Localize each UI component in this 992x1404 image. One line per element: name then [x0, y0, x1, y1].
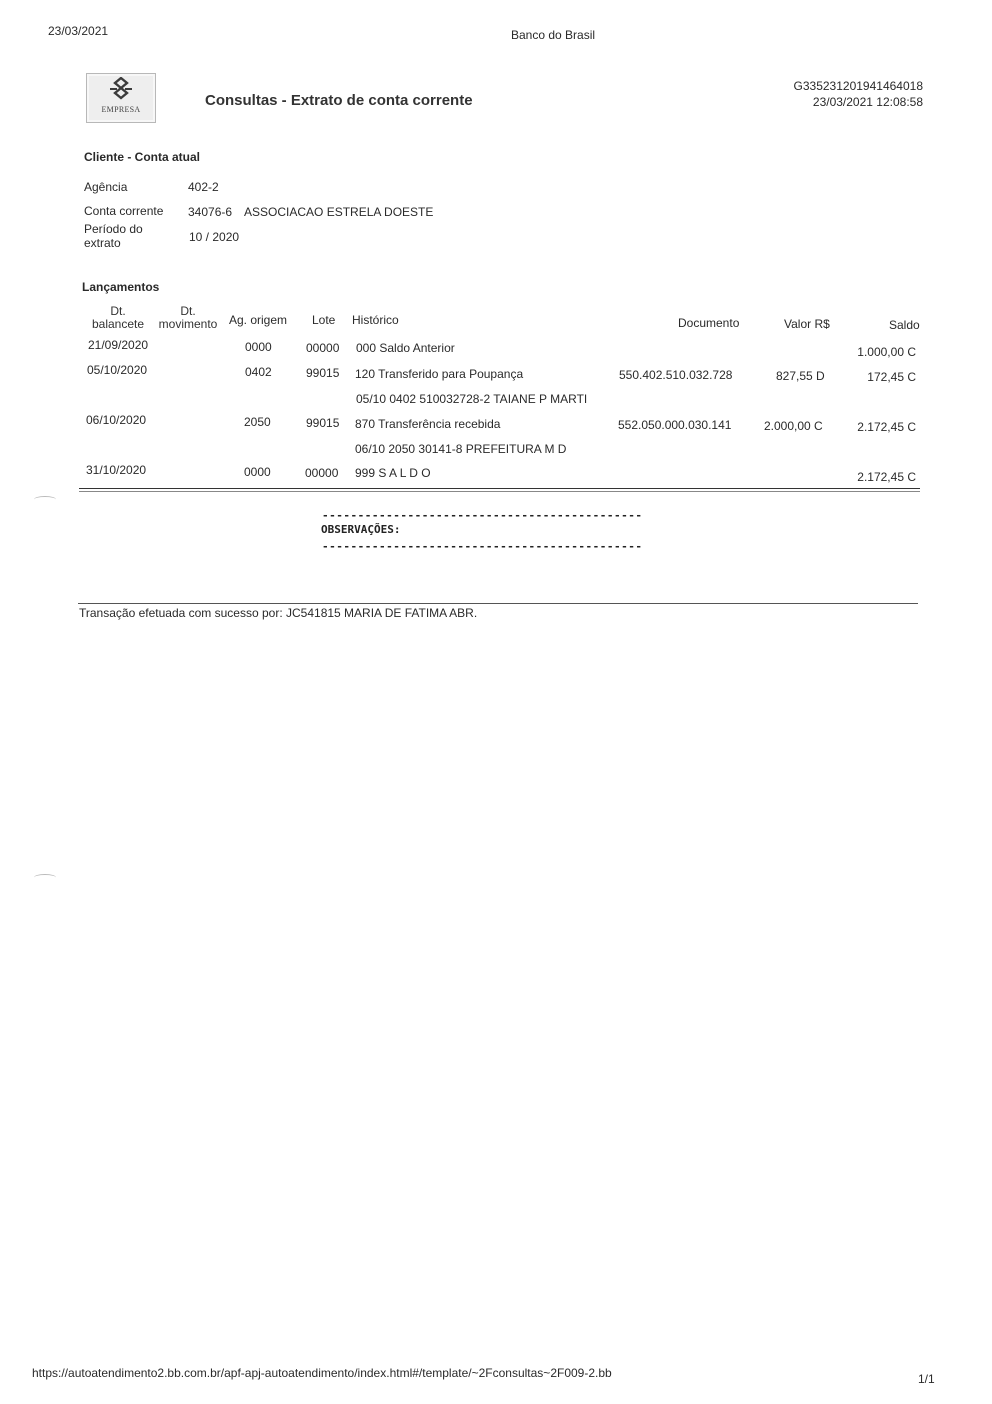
scan-mark	[34, 496, 56, 503]
table-row-2-documento: 552.050.000.030.141	[618, 418, 732, 432]
table-row-1-dt-balancete: 05/10/2020	[87, 363, 148, 377]
observacoes-label: OBSERVAÇÕES:	[321, 523, 401, 536]
col-header-dt-balancete-line2: balancete	[91, 317, 145, 331]
page-url: https://autoatendimento2.bb.com.br/apf-apj-autoatendimento/index.html#/template/~2Fconsultas~2F009-2.bb	[32, 1366, 612, 1380]
table-row-1-saldo: 172,45 C	[867, 370, 916, 384]
table-row-2-lote: 99015	[306, 416, 340, 430]
table-row-3-saldo: 2.172,45 C	[857, 470, 916, 484]
conta-label: Conta corrente	[84, 204, 164, 218]
col-header-saldo: Saldo	[889, 318, 920, 332]
table-row-3-dt-balancete: 31/10/2020	[86, 463, 147, 477]
agencia-label: Agência	[84, 180, 128, 194]
col-header-dt-balancete-line1: Dt.	[110, 304, 126, 318]
table-row-0-dt-balancete: 21/09/2020	[88, 338, 149, 352]
page-title: Consultas - Extrato de conta corrente	[205, 92, 473, 109]
periodo-value: 10 / 2020	[189, 230, 240, 244]
col-header-ag-origem: Ag. origem	[229, 313, 288, 327]
col-header-valor: Valor R$	[784, 317, 830, 331]
transaction-status: Transação efetuada com sucesso por: JC541815 MARIA DE FATIMA ABR.	[79, 606, 478, 620]
agencia-value: 402-2	[188, 180, 219, 194]
periodo-label-line2: extrato	[84, 236, 121, 250]
table-row-0-ag-origem: 0000	[245, 340, 272, 354]
col-header-dt-movimento	[155, 305, 221, 331]
col-header-dt-movimento-line2: movimento	[158, 317, 218, 331]
table-row-2-saldo: 2.172,45 C	[857, 420, 916, 434]
periodo-label	[84, 222, 143, 250]
table-row-3-ag-origem: 0000	[244, 465, 271, 479]
table-row-1-detalhe: 05/10 0402 510032728-2 TAIANE P MARTI	[356, 392, 588, 406]
table-row-2-detalhe: 06/10 2050 30141-8 PREFEITURA M D	[355, 442, 567, 456]
bank-logo	[86, 73, 156, 123]
page-number: 1/1	[918, 1372, 935, 1386]
table-bottom-rule-2	[79, 491, 920, 492]
observacoes-dashes-bottom: ---------------------------------------------	[322, 540, 643, 553]
table-row-1-documento: 550.402.510.032.728	[619, 368, 733, 382]
table-row-0-saldo: 1.000,00 C	[857, 345, 916, 359]
conta-value: 34076-6	[188, 205, 233, 219]
table-row-2-historico: 870 Transferência recebida	[355, 417, 501, 431]
header-datetime: 23/03/2021 12:08:58	[812, 95, 923, 109]
table-row-2-ag-origem: 2050	[244, 415, 271, 429]
bb-logo-icon	[107, 77, 135, 103]
lancamentos-section-title: Lançamentos	[82, 280, 160, 294]
table-row-1-valor: 827,55 D	[776, 369, 825, 383]
table-row-2-valor: 2.000,00 C	[764, 419, 823, 433]
footer-rule	[78, 603, 918, 604]
table-row-2-dt-balancete: 06/10/2020	[86, 413, 147, 427]
col-header-documento: Documento	[678, 316, 740, 330]
observacoes-dashes-top: ---------------------------------------------	[322, 509, 643, 522]
print-bank-name: Banco do Brasil	[511, 28, 596, 42]
col-header-dt-movimento-line1: Dt.	[180, 304, 196, 318]
logo-label: EMPRESA	[101, 105, 141, 114]
table-row-1-historico: 120 Transferido para Poupança	[355, 367, 524, 381]
col-header-dt-balancete	[88, 305, 148, 331]
scan-mark	[34, 874, 56, 881]
table-row-0-historico: 000 Saldo Anterior	[356, 341, 455, 355]
table-row-0-lote: 00000	[306, 341, 340, 355]
table-row-1-ag-origem: 0402	[245, 365, 272, 379]
print-date: 23/03/2021	[48, 24, 109, 38]
col-header-historico: Histórico	[352, 313, 399, 327]
table-row-1-lote: 99015	[306, 366, 340, 380]
table-row-3-lote: 00000	[305, 466, 339, 480]
client-section-title: Cliente - Conta atual	[84, 150, 201, 164]
table-bottom-rule	[79, 488, 920, 489]
table-row-3-historico: 999 S A L D O	[355, 466, 431, 480]
col-header-lote: Lote	[312, 313, 336, 327]
periodo-label-line1: Período do	[84, 222, 143, 236]
conta-holder-name: ASSOCIACAO ESTRELA DOESTE	[244, 205, 434, 219]
transaction-code: G335231201941464018	[793, 79, 923, 93]
